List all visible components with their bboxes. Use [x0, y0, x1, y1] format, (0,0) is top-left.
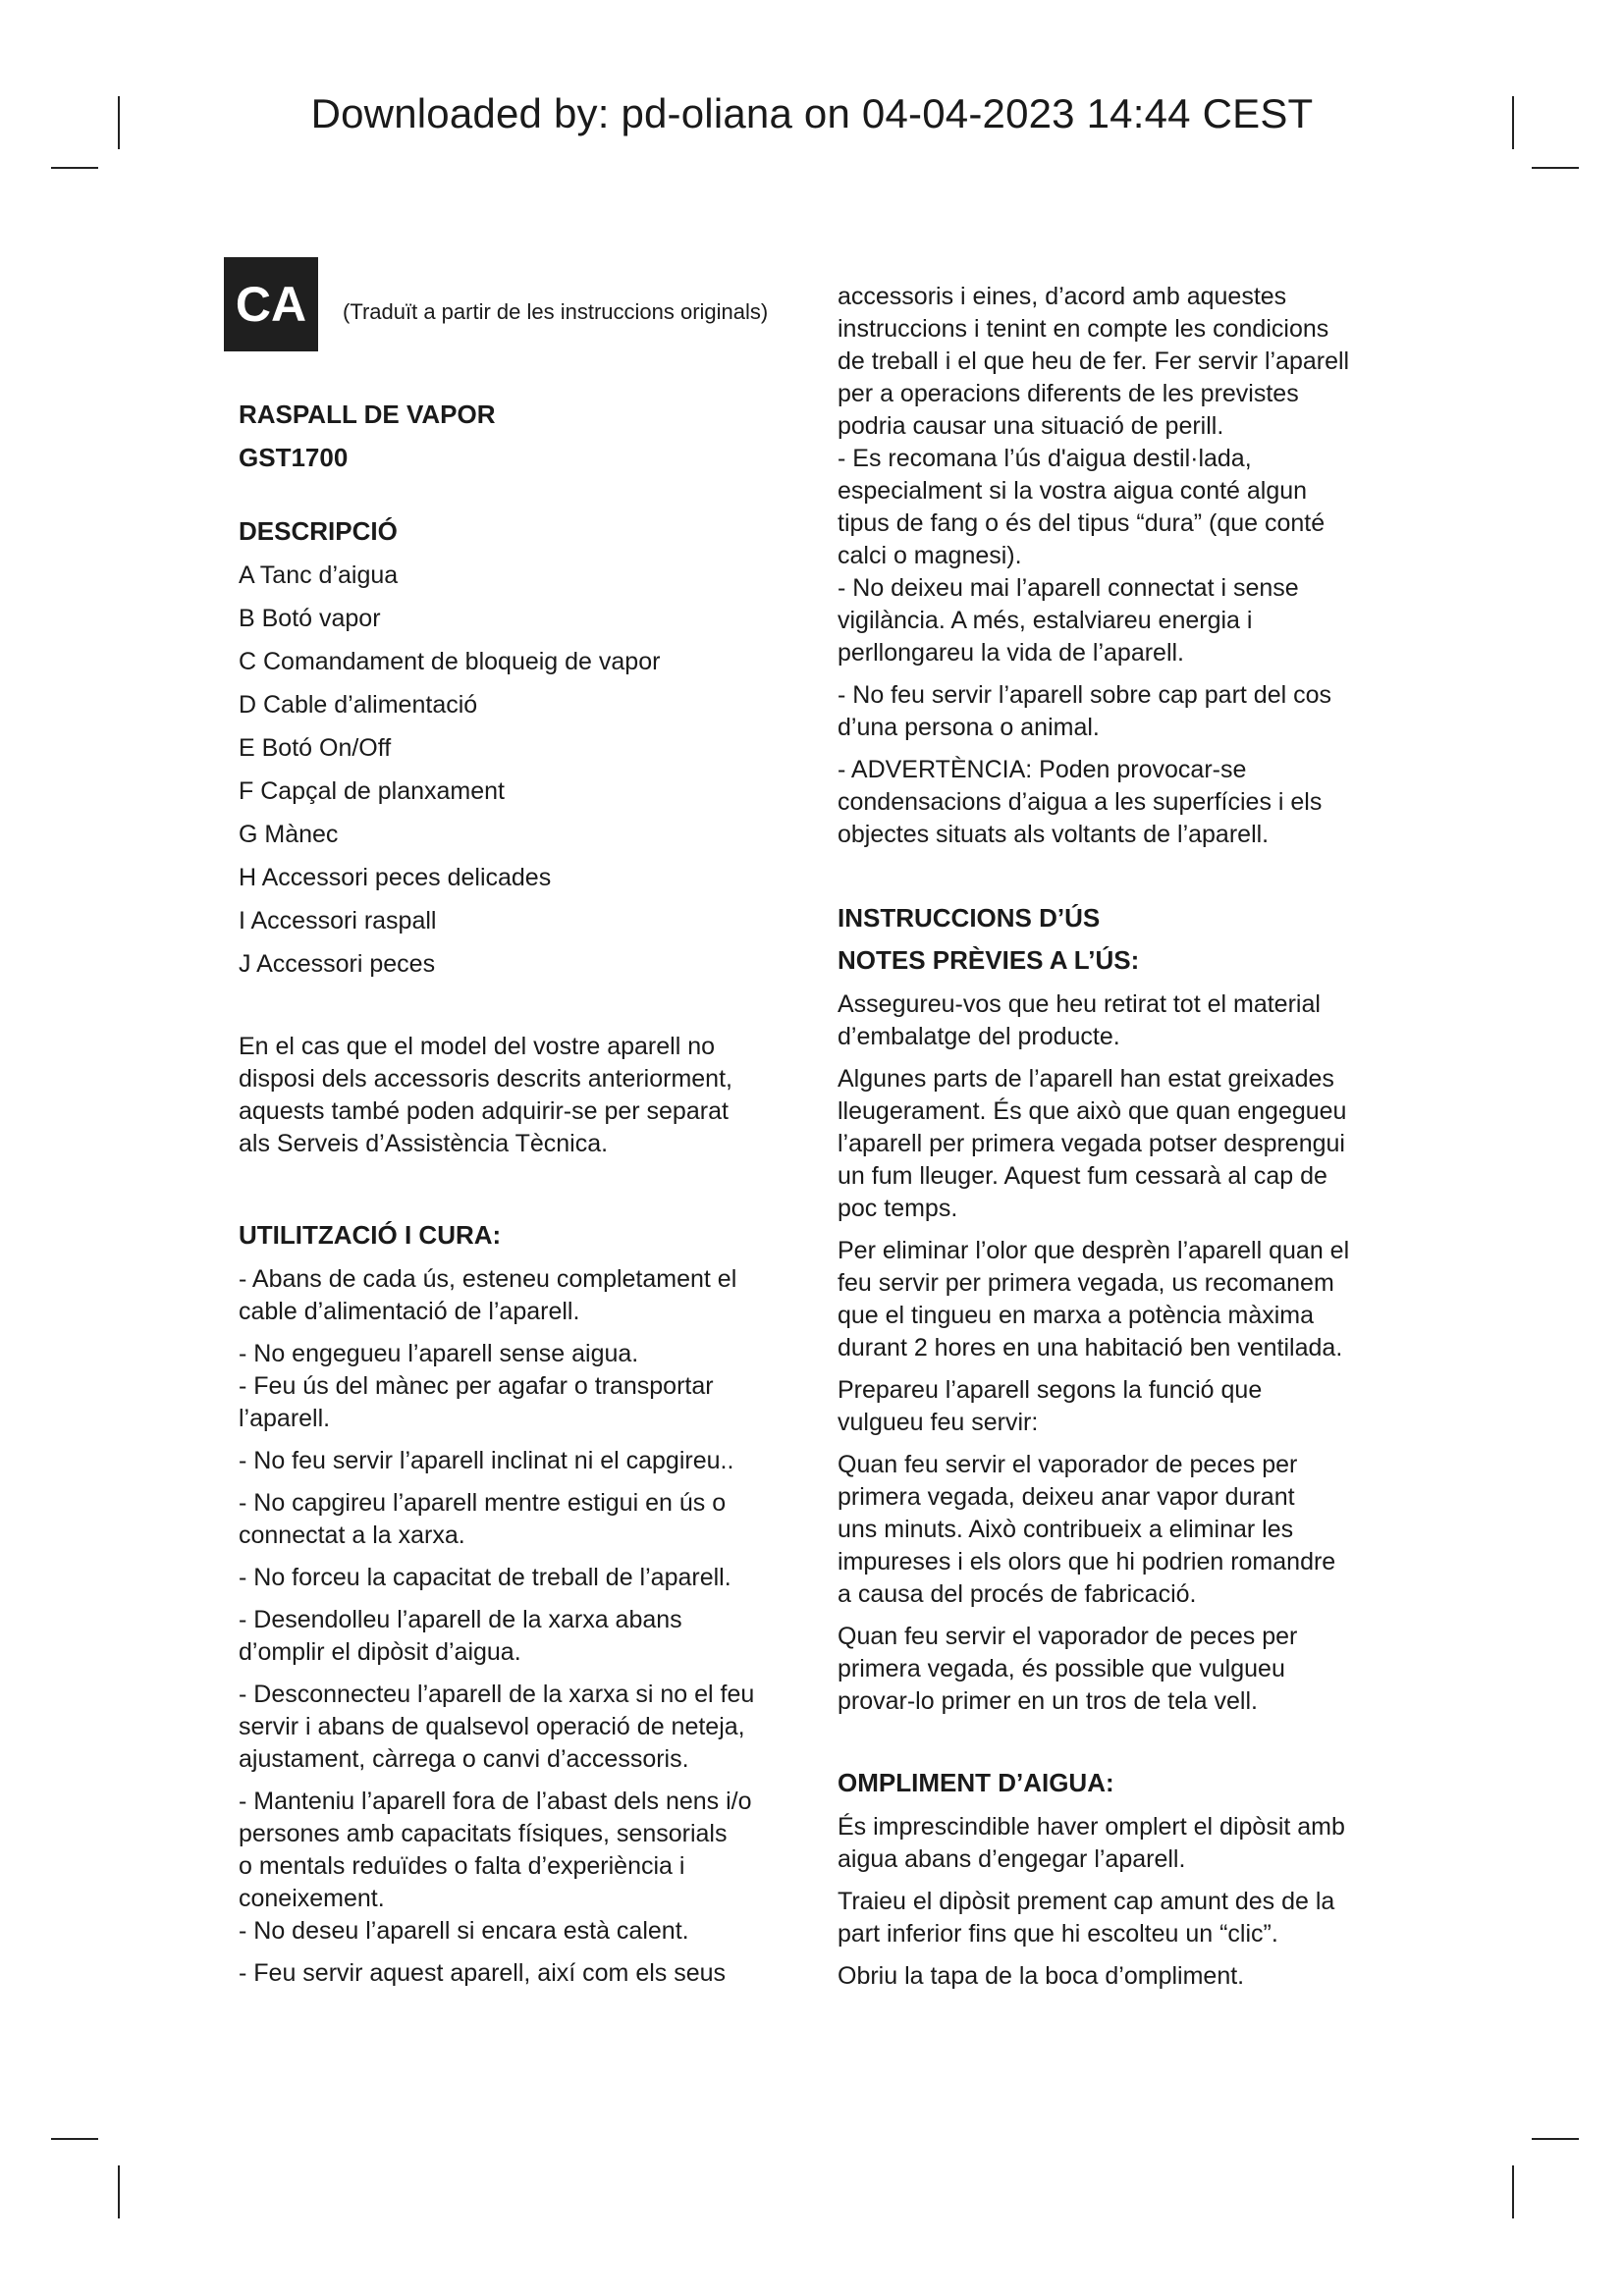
download-banner: Downloaded by: pd-oliana on 04-04-2023 14:44 CEST — [310, 90, 1314, 136]
notes-paragraph: Assegureu-vos que heu retirat tot el material d’embalatge del producte. — [838, 990, 1321, 1050]
continued-item: - ADVERTÈNCIA: Poden provocar-se condensacions d’aigua a les superfícies i els objectes situats als voltants de l’aparell. — [838, 756, 1323, 848]
use-care-item: - Feu servir aquest aparell, així com els seus — [239, 1959, 727, 1987]
water-fill-paragraph: Traieu el dipòsit prement cap amunt des de la part inferior fins que hi escolteu un “clic”. — [838, 1888, 1335, 1948]
water-fill-paragraph: Obriu la tapa de la boca d’ompliment. — [838, 1962, 1245, 1990]
description-heading: DESCRIPCIÓ — [239, 516, 398, 546]
use-care-item: - No engegueu l’aparell sense aigua. — [239, 1340, 639, 1367]
continued-item: - No feu servir l’aparell sobre cap part del cos d’una persona o animal. — [838, 681, 1332, 741]
crop-mark — [118, 2165, 120, 2218]
instructions-heading: INSTRUCCIONS D’ÚS — [838, 903, 1101, 933]
description-item: A Tanc d’aigua — [239, 561, 399, 589]
notes-heading: NOTES PRÈVIES A L’ÚS: — [838, 945, 1140, 975]
continued-item: accessoris i eines, d’acord amb aquestes instruccions i tenint en compte les condicions de treball i el que heu de fer. Fer servir l’aparell per a operacions diferents de les previstes podria causar una situació de perill. — [838, 283, 1350, 440]
use-care-item: - No feu servir l’aparell inclinat ni el capgireu.. — [239, 1447, 734, 1474]
translation-note: (Traduït a partir de les instruccions originals) — [343, 299, 769, 324]
water-fill-list — [838, 1811, 1397, 1993]
left-column — [239, 398, 788, 1990]
use-care-item: - Desconnecteu l’aparell de la xarxa si no el feu servir i abans de qualsevol operació de neteja, ajustament, càrrega o canvi d’accessoris. — [239, 1681, 755, 1773]
description-item: B Botó vapor — [239, 605, 381, 632]
use-care-item: - No deseu l’aparell si encara està calent. — [239, 1917, 689, 1945]
language-badge: CA — [224, 257, 318, 351]
continued-list — [838, 281, 1397, 851]
product-title: RASPALL DE VAPOR — [239, 400, 496, 429]
notes-paragraph: Per eliminar l’olor que desprèn l’aparell quan el feu servir per primera vegada, us recomanem que el tingueu en marxa a potència màxima durant 2 hores en una habitació ben ventilada. — [838, 1237, 1350, 1362]
crop-mark — [51, 2138, 98, 2140]
notes-list — [838, 988, 1397, 1718]
description-list — [239, 554, 788, 986]
description-item: I Accessori raspall — [239, 907, 437, 934]
description-item: F Capçal de planxament — [239, 777, 505, 805]
description-item: H Accessori peces delicades — [239, 864, 552, 891]
continued-item: - Es recomana l’ús d'aigua destil·lada, especialment si la vostra aigua conté algun tipus de fang o és del tipus “dura” (que conté calci o magnesi). — [838, 445, 1326, 569]
accessories-paragraph: En el cas que el model del vostre aparell no disposi dels accessoris descrits anteriorment, aquests també poden adquirir-se per separat als Serveis d’Assistència Tècnica. — [239, 1033, 732, 1157]
product-model: GST1700 — [239, 443, 349, 472]
use-care-item: - Manteniu l’aparell fora de l’abast dels nens i/o persones amb capacitats físiques, sensorials o mentals reduïdes o falta d’experiència i coneixement. — [239, 1788, 752, 1912]
use-care-list — [239, 1263, 788, 1990]
notes-paragraph: Algunes parts de l’aparell han estat greixades lleugerament. És que això que quan engegueu l’aparell per primera vegada potser desprengui un fum lleuger. Aquest fum cessarà al cap de poc temps. — [838, 1065, 1347, 1222]
crop-mark — [1532, 2138, 1579, 2140]
description-item: G Mànec — [239, 821, 339, 848]
water-fill-heading: OMPLIMENT D’AIGUA: — [838, 1768, 1114, 1797]
description-item: J Accessori peces — [239, 950, 436, 978]
description-item: E Botó On/Off — [239, 734, 392, 762]
crop-mark — [51, 167, 98, 169]
continued-item: - No deixeu mai l’aparell connectat i sense vigilància. A més, estalviareu energia i perllongareu la vida de l’aparell. — [838, 574, 1299, 667]
notes-paragraph: Prepareu l’aparell segons la funció que vulgueu feu servir: — [838, 1376, 1263, 1436]
crop-mark — [1512, 2165, 1514, 2218]
use-care-item: - No capgireu l’aparell mentre estigui en ús o connectat a la xarxa. — [239, 1489, 727, 1549]
description-item: C Comandament de bloqueig de vapor — [239, 648, 661, 675]
use-care-item: - No forceu la capacitat de treball de l’aparell. — [239, 1564, 731, 1591]
use-care-heading: UTILITZACIÓ I CURA: — [239, 1220, 502, 1250]
use-care-item: - Feu ús del mànec per agafar o transportar l’aparell. — [239, 1372, 714, 1432]
use-care-item: - Abans de cada ús, esteneu completament el cable d’alimentació de l’aparell. — [239, 1265, 737, 1325]
notes-paragraph: Quan feu servir el vaporador de peces per primera vegada, és possible que vulgueu provar-lo primer en un tros de tela vell. — [838, 1623, 1298, 1715]
crop-mark — [1532, 167, 1579, 169]
water-fill-paragraph: És imprescindible haver omplert el dipòsit amb aigua abans d’engegar l’aparell. — [838, 1813, 1345, 1873]
right-column — [838, 281, 1397, 1993]
use-care-item: - Desendolleu l’aparell de la xarxa abans d’omplir el dipòsit d’aigua. — [239, 1606, 682, 1666]
notes-paragraph: Quan feu servir el vaporador de peces per primera vegada, deixeu anar vapor durant uns minuts. Això contribueix a eliminar les impureses i els olors que hi podrien romandre a causa del procés de fabricació. — [838, 1451, 1336, 1608]
description-item: D Cable d’alimentació — [239, 691, 478, 719]
